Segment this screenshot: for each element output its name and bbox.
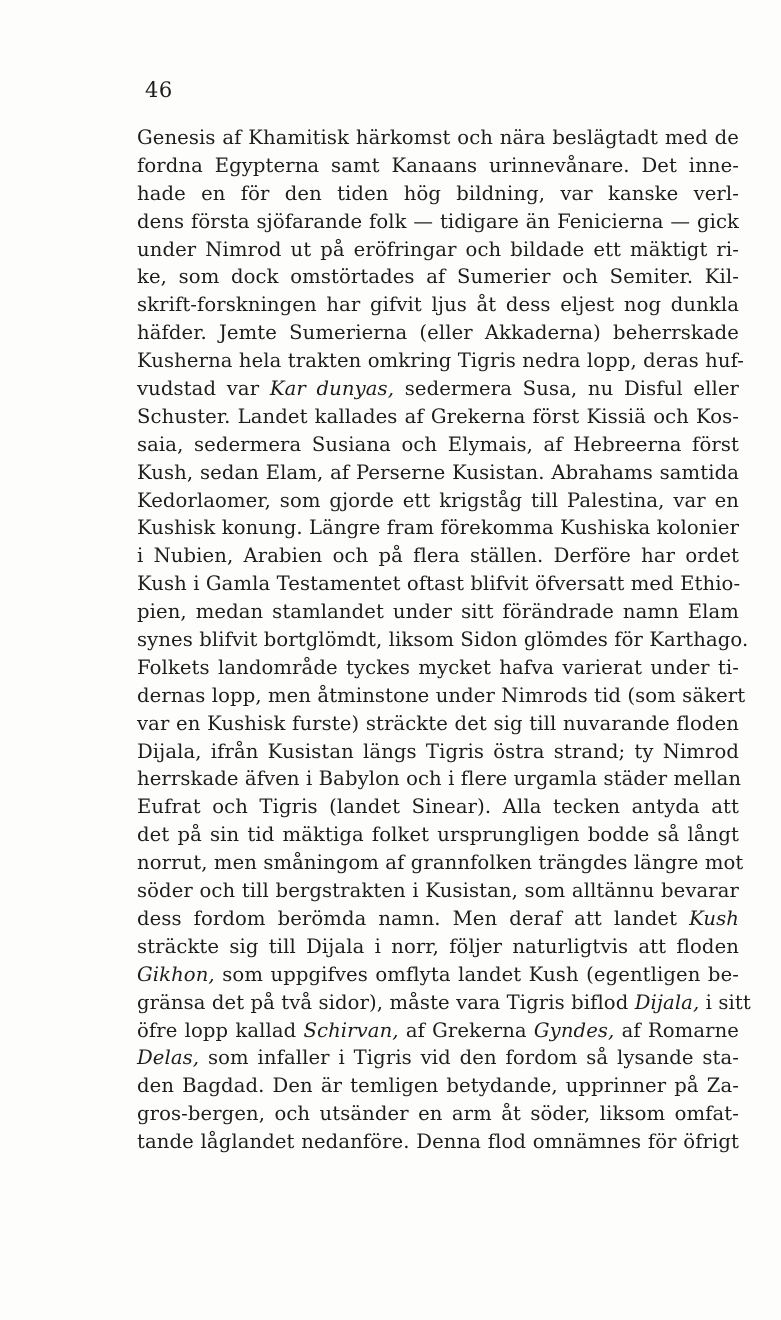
text-line: Kush, sedan Elam, af Perserne Kusistan. Abrahams samtida <box>137 460 739 484</box>
text-line: saia, sedermera Susiana och Elymais, af Hebreerna först <box>137 432 739 456</box>
text-line: Genesis af Khamitisk härkomst och nära beslägtadt med de <box>137 126 739 149</box>
text-line: dess fordom berömda namn. Men deraf att landet Kush <box>137 906 739 930</box>
text-line: herrskade äfven i Babylon och i flere urgamla städer mellan <box>137 767 742 791</box>
text-line: häfder. Jemte Sumerierna (eller Akkaderna) beherrskade <box>137 321 739 345</box>
text-line: dernas lopp, men åtminstone under Nimrods tid (som säkert <box>137 683 746 707</box>
page-number: 46 <box>145 78 173 102</box>
text-line: Dijala, ifrån Kusistan längs Tigris östra strand; ty Nimrod <box>137 739 739 763</box>
text-line: var en Kushisk furste) sträckte det sig till nuvarande floden <box>137 711 739 735</box>
text-line: Gikhon, som uppgifves omflyta landet Kush (egentligen be- <box>137 962 739 986</box>
text-line: under Nimrod ut på eröfringar och bildade ett mäktigt ri- <box>137 237 739 261</box>
text-line: Kushisk konung. Längre fram förekomma Kushiska kolonier <box>137 516 740 540</box>
text-line: Eufrat och Tigris (landet Sinear). Alla tecken antyda att <box>137 795 739 819</box>
text-line: söder och till bergstrakten i Kusistan, som alltännu bevarar <box>137 879 739 903</box>
text-line: gränsa det på två sidor), måste vara Tigris biflod Dijala, i sitt <box>137 990 751 1014</box>
text-line: pien, medan stamlandet under sitt förändrade namn Elam <box>137 600 739 624</box>
text-line: sträckte sig till Dijala i norr, följer naturligtvis att floden <box>137 934 739 958</box>
body-text <box>137 124 751 1156</box>
italic-term: Gyndes, <box>533 1018 615 1042</box>
italic-term: Delas, <box>137 1046 200 1070</box>
text-line: fordna Egypterna samt Kanaans urinnevånare. Det inne- <box>137 153 739 177</box>
text-line: Kusherna hela trakten omkring Tigris nedra lopp, deras huf- <box>137 349 744 373</box>
text-line: ke, som dock omstörtades af Sumerier och Semiter. Kil- <box>137 265 739 289</box>
text-line: Kush i Gamla Testamentet oftast blifvit öfversatt med Ethio- <box>137 572 741 596</box>
text-line: dens första sjöfarande folk — tidigare än Fenicierna — gick <box>137 209 739 233</box>
text-line: den Bagdad. Den är temligen betydande, upprinner på Za- <box>137 1074 739 1098</box>
text-line: Schuster. Landet kallades af Grekerna först Kissiä och Kos- <box>137 404 739 428</box>
text-line: tande låglandet nedanföre. Denna flod omnämnes för öfrigt <box>137 1130 739 1154</box>
italic-term: Kar dunyas, <box>269 377 395 401</box>
text-line: gros-bergen, och utsänder en arm åt söder, liksom omfat- <box>137 1102 739 1126</box>
italic-term: Dijala, <box>634 990 700 1014</box>
text-line: öfre lopp kallad Schirvan, af Grekerna Gyndes, af Romarne <box>137 1018 739 1042</box>
text-line: synes blifvit bortglömdt, liksom Sidon glömdes för Karthago. <box>137 628 749 652</box>
text-line: i Nubien, Arabien och på flera ställen. Derföre har ordet <box>137 544 739 568</box>
text-line: Kedorlaomer, som gjorde ett krigståg till Palestina, var en <box>137 488 739 512</box>
text-line: skrift-forskningen har gifvit ljus åt dess eljest nog dunkla <box>137 293 739 317</box>
text-line: Delas, som infaller i Tigris vid den fordom så lysande sta- <box>137 1046 739 1070</box>
text-line: det på sin tid mäktiga folket ursprungligen bodde så långt <box>137 823 739 847</box>
text-line: hade en för den tiden hög bildning, var kanske verl- <box>137 181 739 205</box>
text-line: Folkets landområde tyckes mycket hafva varierat under ti- <box>137 655 739 679</box>
italic-term: Schirvan, <box>303 1018 399 1042</box>
text-line: norrut, men småningom af grannfolken trängdes längre mot <box>137 851 744 875</box>
italic-term: Kush <box>689 906 739 930</box>
italic-term: Gikhon, <box>137 962 215 986</box>
text-line: vudstad var Kar dunyas, sedermera Susa, nu Disful eller <box>137 377 739 401</box>
